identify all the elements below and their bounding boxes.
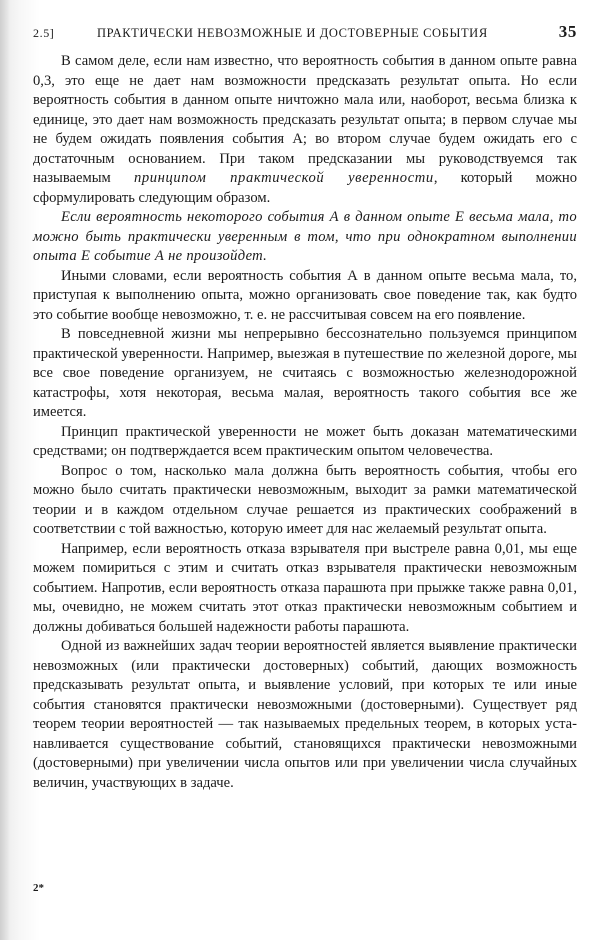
paragraph: Например, если вероятность отказа взрывателя при выстреле равна 0,01, мы еще можем помириться с этим и считать отказ взрывателя практически невозможным событием. Напротив, если вероятность отказа парашюта при прыжке также равна 0,01, мы, очевидно, не можем считать этот отказ практически невозможным событием и должны добиваться большей надежности работы парашюта.	[33, 540, 577, 635]
running-title: ПРАКТИЧЕСКИ НЕВОЗМОЖНЫЕ И ДОСТОВЕРНЫЕ СОБЫТИЯ	[97, 26, 488, 40]
paragraph-tail: , который можно сформулировать следующим образом.	[33, 170, 577, 206]
paragraph-text: В самом деле, если нам известно, что вероятность события в данном опыте равна 0,3, это еще не дает нам возможности предсказать результат опыта. Но если вероятность события в данном опыте ничтожно мала или, наоборот, весьма близка к единице, это дает нам возможность предсказать результат опыта; в первом случае мы не будем ожидать появления события А; во втором случае будем ожидать его с достаточным основанием. При таком предсказании мы руководствуемся так называемым	[33, 53, 577, 186]
running-header	[33, 22, 577, 44]
section-number: 2.5]	[33, 26, 55, 40]
emphasized-term: принципом практической уверенности	[133, 170, 434, 186]
paragraph: Одной из важнейших задач теории вероятностей является выявление практически невозможных (или практически достоверных) событий, дающих возможность предсказывать результат опыта, и выявление условий, при которых те или иные события становятся практически невозможными (достоверными). Существует ряд теорем теории вероятностей — так называемых предельных теорем, в которых устанавливается существование событий, становящихся практически невозможными (достоверными) при увеличении числа опытов или при увеличении числа случайных величин, участвующих в задаче.	[33, 638, 577, 791]
paragraph: Вопрос о том, насколько мала должна быть вероятность события, чтобы его можно было считать практически невозможным, выходит за рамки математической теории и в каждом отдельном случае решается из практических соображений в соответствии с той важностью, которую имеет для нас желаемый результат опыта.	[33, 462, 577, 537]
paragraph	[33, 52, 577, 208]
binding-shadow	[0, 0, 10, 940]
paragraph: Принцип практической уверенности не может быть доказан математическими средствами; он подтверждается всем практическим опытом человечества.	[33, 423, 577, 459]
page-number: 35	[558, 22, 577, 41]
principle-statement: Если вероятность некоторого события А в данном опыте Е весьма мала, то можно быть практически уверенным в том, что при однократном выполнении опыта Е событие А не произойдет.	[33, 209, 577, 264]
signature-mark: 2*	[33, 882, 44, 894]
paragraph: В повседневной жизни мы непрерывно бессознательно пользуемся принципом практической уверенности. Например, выезжая в путешествие по железной дороге, мы все свое поведение организуем, не считаясь с возможностью железнодорожной катастрофы, хотя некоторая, весьма малая, вероятность такого события все же имеется.	[33, 326, 577, 420]
paragraph: Иными словами, если вероятность события А в данном опыте весьма мала, то, приступая к выполнению опыта, можно организовать свое поведение так, как будто это событие вообще невозможно, т. е. не рассчитывая совсем на его появление.	[33, 267, 577, 323]
page-body	[33, 52, 577, 793]
